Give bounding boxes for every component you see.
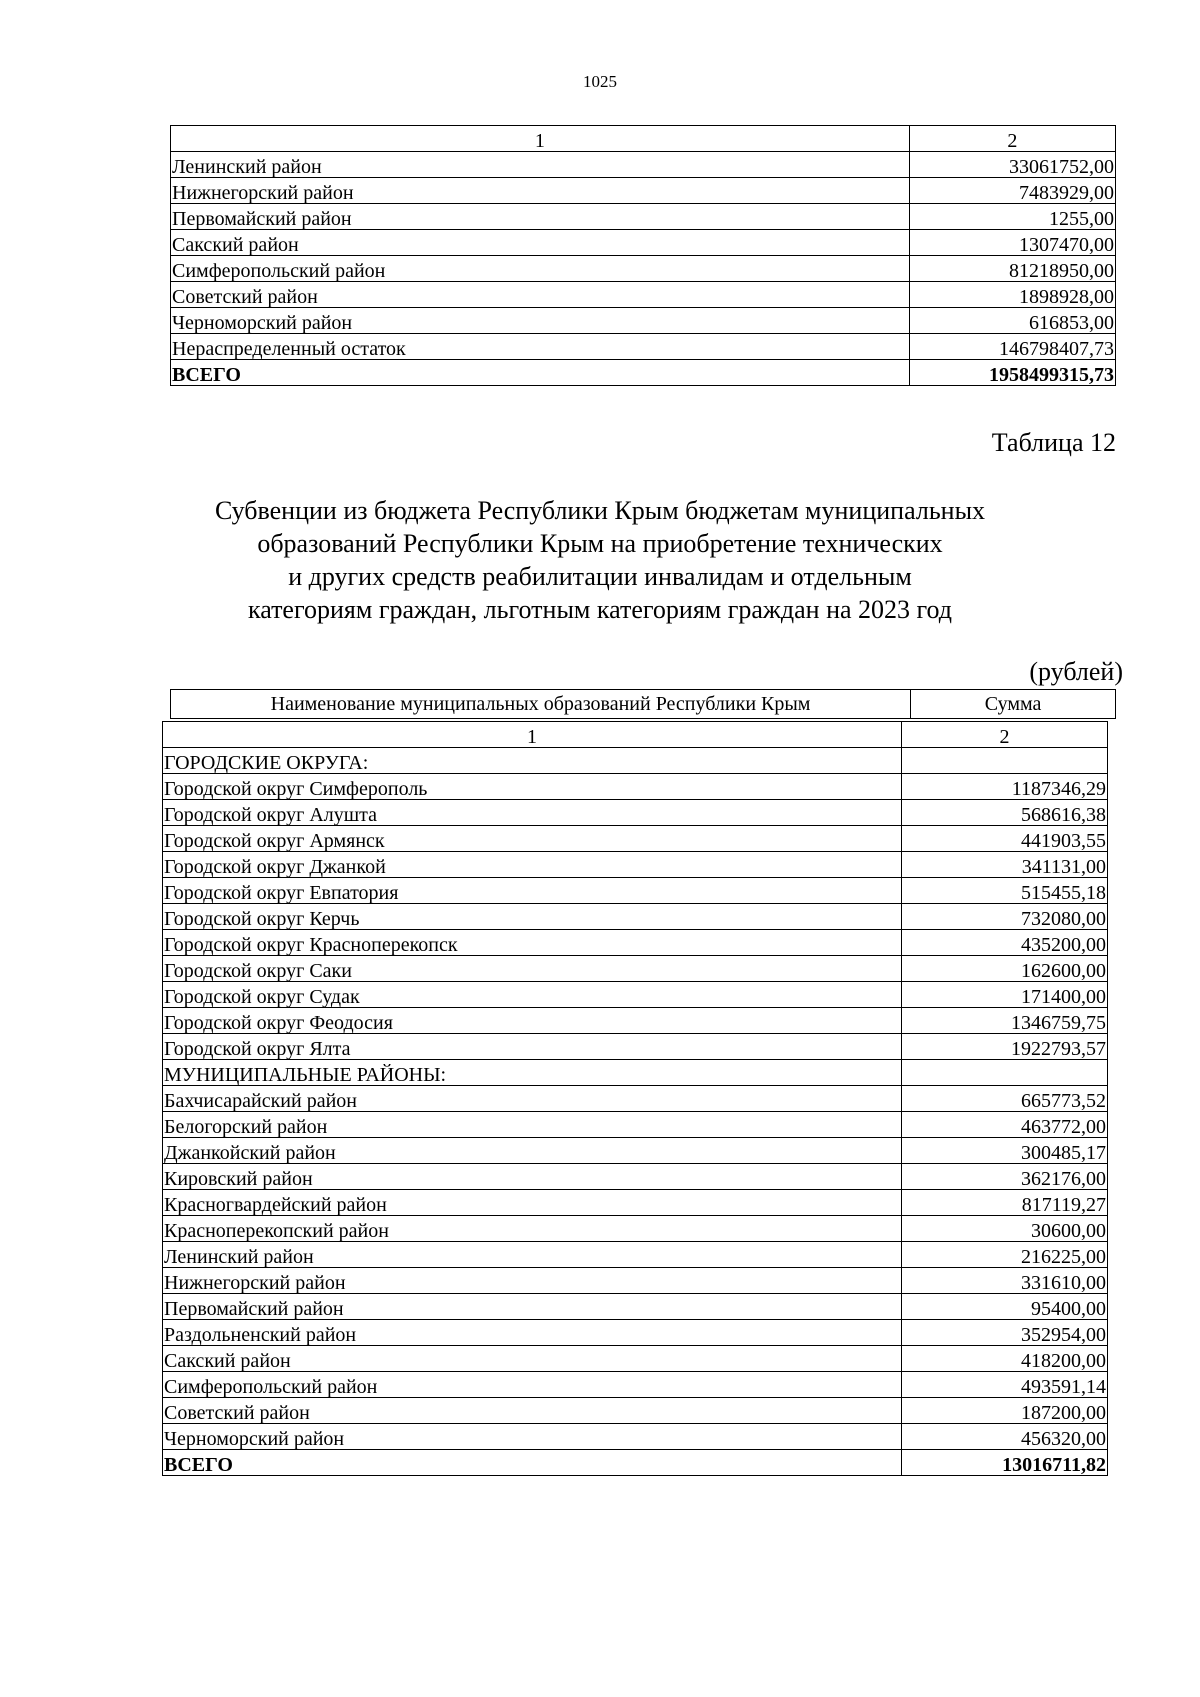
row-value-cell: 95400,00 (901, 1294, 1107, 1320)
table-row (163, 852, 1108, 878)
table-row (163, 1424, 1108, 1450)
row-name-cell: Красноперекопский район (163, 1216, 902, 1242)
row-value-cell: 81218950,00 (909, 256, 1115, 282)
row-name-cell: Симферопольский район (163, 1372, 902, 1398)
table-column-numbers-row (171, 126, 1116, 152)
row-value-cell: 352954,00 (901, 1320, 1107, 1346)
row-value-cell: 456320,00 (901, 1424, 1107, 1450)
table-row (163, 982, 1108, 1008)
row-value-cell: 732080,00 (901, 904, 1107, 930)
table-row (163, 1008, 1108, 1034)
table-row (171, 282, 1116, 308)
table-row (163, 774, 1108, 800)
row-name-cell: Симферопольский район (171, 256, 910, 282)
row-value-cell: 216225,00 (901, 1242, 1107, 1268)
row-value-cell: 162600,00 (901, 956, 1107, 982)
table-title (150, 494, 1050, 626)
row-value-cell: 146798407,73 (909, 334, 1115, 360)
row-name-cell: Черноморский район (171, 308, 910, 334)
page-number: 1025 (583, 72, 617, 91)
row-name-cell: Ленинский район (171, 152, 910, 178)
row-value-cell: 441903,55 (901, 826, 1107, 852)
table-row (171, 178, 1116, 204)
table-row (163, 1242, 1108, 1268)
table-row (163, 800, 1108, 826)
row-value-cell: 568616,38 (901, 800, 1107, 826)
row-name-cell: Красногвардейский район (163, 1190, 902, 1216)
row-name-cell: Ленинский район (163, 1242, 902, 1268)
column-header-sum: Сумма (911, 690, 1116, 719)
row-name-cell: Городской округ Алушта (163, 800, 902, 826)
table-row (171, 308, 1116, 334)
column-number-2: 2 (901, 722, 1107, 748)
row-value-cell: 1187346,29 (901, 774, 1107, 800)
table-row (163, 1034, 1108, 1060)
table-header-row (171, 690, 1116, 719)
row-name-cell: ГОРОДСКИЕ ОКРУГА: (163, 748, 902, 774)
table-title-line: и других средств реабилитации инвалидам и отдельным (288, 562, 912, 591)
row-name-cell: Раздольненский район (163, 1320, 902, 1346)
row-name-cell: Бахчисарайский район (163, 1086, 902, 1112)
table-title-line: Субвенции из бюджета Республики Крым бюджетам муниципальных (214, 496, 986, 525)
row-name-cell: Городской округ Евпатория (163, 878, 902, 904)
row-name-cell: Городской округ Армянск (163, 826, 902, 852)
table12-header (170, 689, 1116, 719)
row-name-cell: ВСЕГО (171, 360, 910, 386)
row-name-cell: Городской округ Судак (163, 982, 902, 1008)
table-row (163, 956, 1108, 982)
row-value-cell: 493591,14 (901, 1372, 1107, 1398)
table-row (163, 1138, 1108, 1164)
table-row (163, 1346, 1108, 1372)
table-row (163, 1372, 1108, 1398)
table-row (163, 1112, 1108, 1138)
row-value-cell: 616853,00 (909, 308, 1115, 334)
row-name-cell: Городской округ Саки (163, 956, 902, 982)
row-name-cell: Первомайский район (163, 1294, 902, 1320)
row-value-cell: 187200,00 (901, 1398, 1107, 1424)
table12-body (162, 721, 1108, 1476)
row-value-cell: 435200,00 (901, 930, 1107, 956)
row-name-cell: Городской округ Джанкой (163, 852, 902, 878)
table-row (163, 1190, 1108, 1216)
table-row (171, 256, 1116, 282)
table-row (171, 230, 1116, 256)
table-row (163, 904, 1108, 930)
table-row (163, 1164, 1108, 1190)
row-value-cell: 665773,52 (901, 1086, 1107, 1112)
row-name-cell: Кировский район (163, 1164, 902, 1190)
row-name-cell: Советский район (163, 1398, 902, 1424)
row-value-cell: 1307470,00 (909, 230, 1115, 256)
row-name-cell: Городской округ Ялта (163, 1034, 902, 1060)
row-value-cell: 7483929,00 (909, 178, 1115, 204)
row-name-cell: Белогорский район (163, 1112, 902, 1138)
row-name-cell: Нижнегорский район (171, 178, 910, 204)
table-row (163, 1398, 1108, 1424)
column-number-1: 1 (171, 126, 910, 152)
table-title-line: образований Республики Крым на приобретение технических (257, 529, 943, 558)
table-row (163, 1216, 1108, 1242)
table-row (171, 204, 1116, 230)
table-row (163, 1294, 1108, 1320)
row-value-cell: 33061752,00 (909, 152, 1115, 178)
row-name-cell: Советский район (171, 282, 910, 308)
row-value-cell (901, 1060, 1107, 1086)
total-row (171, 360, 1116, 386)
table-row (163, 878, 1108, 904)
table-label: Таблица 12 (991, 428, 1116, 457)
table-row (171, 152, 1116, 178)
row-name-cell: Городской округ Керчь (163, 904, 902, 930)
table-row (163, 930, 1108, 956)
row-name-cell: Первомайский район (171, 204, 910, 230)
row-value-cell: 30600,00 (901, 1216, 1107, 1242)
row-name-cell: Черноморский район (163, 1424, 902, 1450)
row-value-cell: 171400,00 (901, 982, 1107, 1008)
row-value-cell: 463772,00 (901, 1112, 1107, 1138)
row-name-cell: Городской округ Симферополь (163, 774, 902, 800)
row-value-cell: 418200,00 (901, 1346, 1107, 1372)
row-value-cell: 817119,27 (901, 1190, 1107, 1216)
row-value-cell: 341131,00 (901, 852, 1107, 878)
column-number-1: 1 (163, 722, 902, 748)
row-value-cell: 300485,17 (901, 1138, 1107, 1164)
total-row (163, 1450, 1108, 1476)
table-row (163, 1086, 1108, 1112)
row-name-cell: МУНИЦИПАЛЬНЫЕ РАЙОНЫ: (163, 1060, 902, 1086)
row-value-cell: 1922793,57 (901, 1034, 1107, 1060)
row-value-cell: 1898928,00 (909, 282, 1115, 308)
table-row (163, 1268, 1108, 1294)
row-name-cell: Городской округ Феодосия (163, 1008, 902, 1034)
row-value-cell: 1346759,75 (901, 1008, 1107, 1034)
row-name-cell: ВСЕГО (163, 1450, 902, 1476)
column-header-name: Наименование муниципальных образований Республики Крым (171, 690, 911, 719)
table-row (171, 334, 1116, 360)
row-name-cell: Нижнегорский район (163, 1268, 902, 1294)
budget-table-continued (170, 125, 1116, 386)
row-value-cell: 13016711,82 (901, 1450, 1107, 1476)
units-label: (рублей) (1029, 657, 1123, 686)
row-name-cell: Сакский район (163, 1346, 902, 1372)
row-value-cell: 1958499315,73 (909, 360, 1115, 386)
row-name-cell: Джанкойский район (163, 1138, 902, 1164)
section-header-row (163, 748, 1108, 774)
row-value-cell: 362176,00 (901, 1164, 1107, 1190)
row-value-cell: 515455,18 (901, 878, 1107, 904)
table-row (163, 1320, 1108, 1346)
table-row (163, 826, 1108, 852)
row-value-cell: 1255,00 (909, 204, 1115, 230)
row-name-cell: Сакский район (171, 230, 910, 256)
row-name-cell: Нераспределенный остаток (171, 334, 910, 360)
row-value-cell (901, 748, 1107, 774)
table-title-line: категориям граждан, льготным категориям граждан на 2023 год (247, 595, 953, 624)
section-header-row (163, 1060, 1108, 1086)
column-number-2: 2 (909, 126, 1115, 152)
table-column-numbers-row (163, 722, 1108, 748)
row-name-cell: Городской округ Красноперекопск (163, 930, 902, 956)
row-value-cell: 331610,00 (901, 1268, 1107, 1294)
